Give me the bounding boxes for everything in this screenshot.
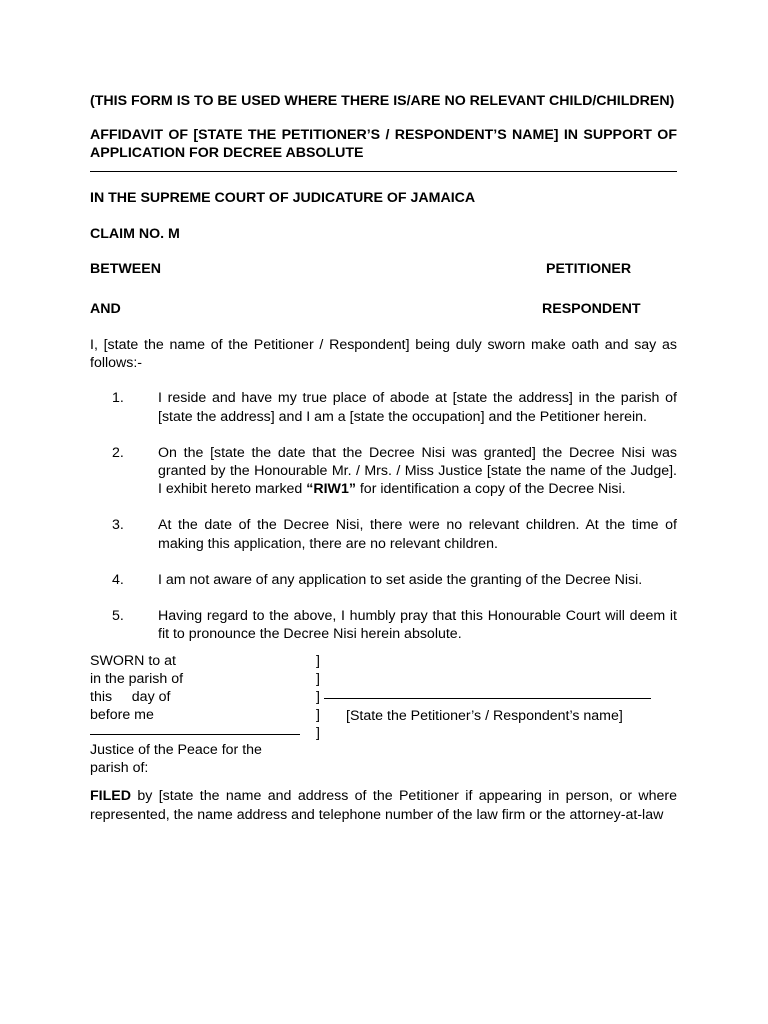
clause-1	[90, 389, 677, 425]
jurat-bracket: ]	[316, 725, 320, 742]
clause-4	[90, 571, 677, 589]
affidavit-document	[90, 92, 677, 824]
parties-and-row	[90, 300, 677, 318]
justice-parish-label: parish of:	[90, 760, 149, 777]
clause-text: I am not aware of any application to set aside the granting of the Decree Nisi.	[158, 571, 643, 588]
day-of-label: this day of	[90, 689, 171, 706]
between-label: BETWEEN	[90, 261, 161, 278]
petitioner-label: PETITIONER	[546, 261, 632, 278]
sworn-at-label: SWORN to at	[90, 653, 176, 670]
clause-text: I reside and have my true place of abode at [state the address] in the parish of [state the address] and I am a [state the occupation] and the Petitioner herein.	[158, 390, 677, 425]
signature-caption: [State the Petitioner’s / Respondent’s name]	[346, 708, 623, 725]
deponent-signature-line	[324, 698, 651, 699]
clause-2	[90, 444, 677, 499]
parties-between-row	[90, 260, 677, 278]
jurat-bracket: ]	[316, 653, 320, 670]
clause-number: 4.	[112, 571, 124, 588]
clause-text: Having regard to the above, I humbly pray that this Honourable Court will deem it fit to pronounce the Decree Nisi herein absolute.	[158, 608, 677, 643]
clause-5	[90, 607, 677, 643]
clause-number: 2.	[112, 444, 124, 461]
clause-number: 1.	[112, 390, 124, 407]
clause-3	[90, 516, 677, 552]
intro-paragraph: I, [state the name of the Petitioner / Respondent] being duly sworn make oath and say as follows:-	[90, 337, 677, 372]
affidavit-title: AFFIDAVIT OF [STATE THE PETITIONER’S / RESPONDENT’S NAME] IN SUPPORT OF APPLICATION FOR DECREE ABSOLUTE	[90, 127, 677, 162]
parish-label: in the parish of	[90, 671, 184, 688]
clause-text: On the [state the date that the Decree Nisi was granted] the Decree Nisi was granted by the Honourable Mr. / Mrs. / Miss Justice [state the name of the Judge]. I exhibit hereto marked	[158, 444, 677, 498]
jurat-bracket: ]	[316, 671, 320, 688]
justice-signature-line	[90, 734, 300, 735]
court-heading: IN THE SUPREME COURT OF JUDICATURE OF JAMAICA	[90, 189, 476, 206]
clause-list	[90, 389, 677, 643]
justice-label: Justice of the Peace for the	[90, 742, 262, 759]
clause-number: 5.	[112, 608, 124, 625]
clause-text: At the date of the Decree Nisi, there were no relevant children. At the time of making this application, there are no relevant children.	[158, 517, 677, 552]
clause-text: for identification a copy of the Decree Nisi.	[355, 481, 626, 498]
filed-text: by [state the name and address of the Petitioner if appearing in person, or where represented, the name address and telephone number of the law firm or the attorney-at-law	[90, 788, 677, 823]
filed-label: FILED	[90, 788, 131, 805]
title-divider	[90, 171, 677, 172]
form-usage-notice: (THIS FORM IS TO BE USED WHERE THERE IS/ARE NO RELEVANT CHILD/CHILDREN)	[90, 93, 675, 109]
jurat-bracket: ]	[316, 707, 320, 724]
exhibit-mark: “RIW1”	[306, 481, 356, 498]
respondent-label: RESPONDENT	[542, 301, 641, 318]
jurat-bracket: ]	[316, 689, 320, 706]
jurat-block	[90, 652, 677, 777]
before-me-label: before me	[90, 707, 154, 724]
claim-number: CLAIM NO. M	[90, 225, 180, 242]
filed-paragraph	[90, 787, 677, 823]
and-label: AND	[90, 301, 121, 318]
clause-number: 3.	[112, 517, 124, 534]
